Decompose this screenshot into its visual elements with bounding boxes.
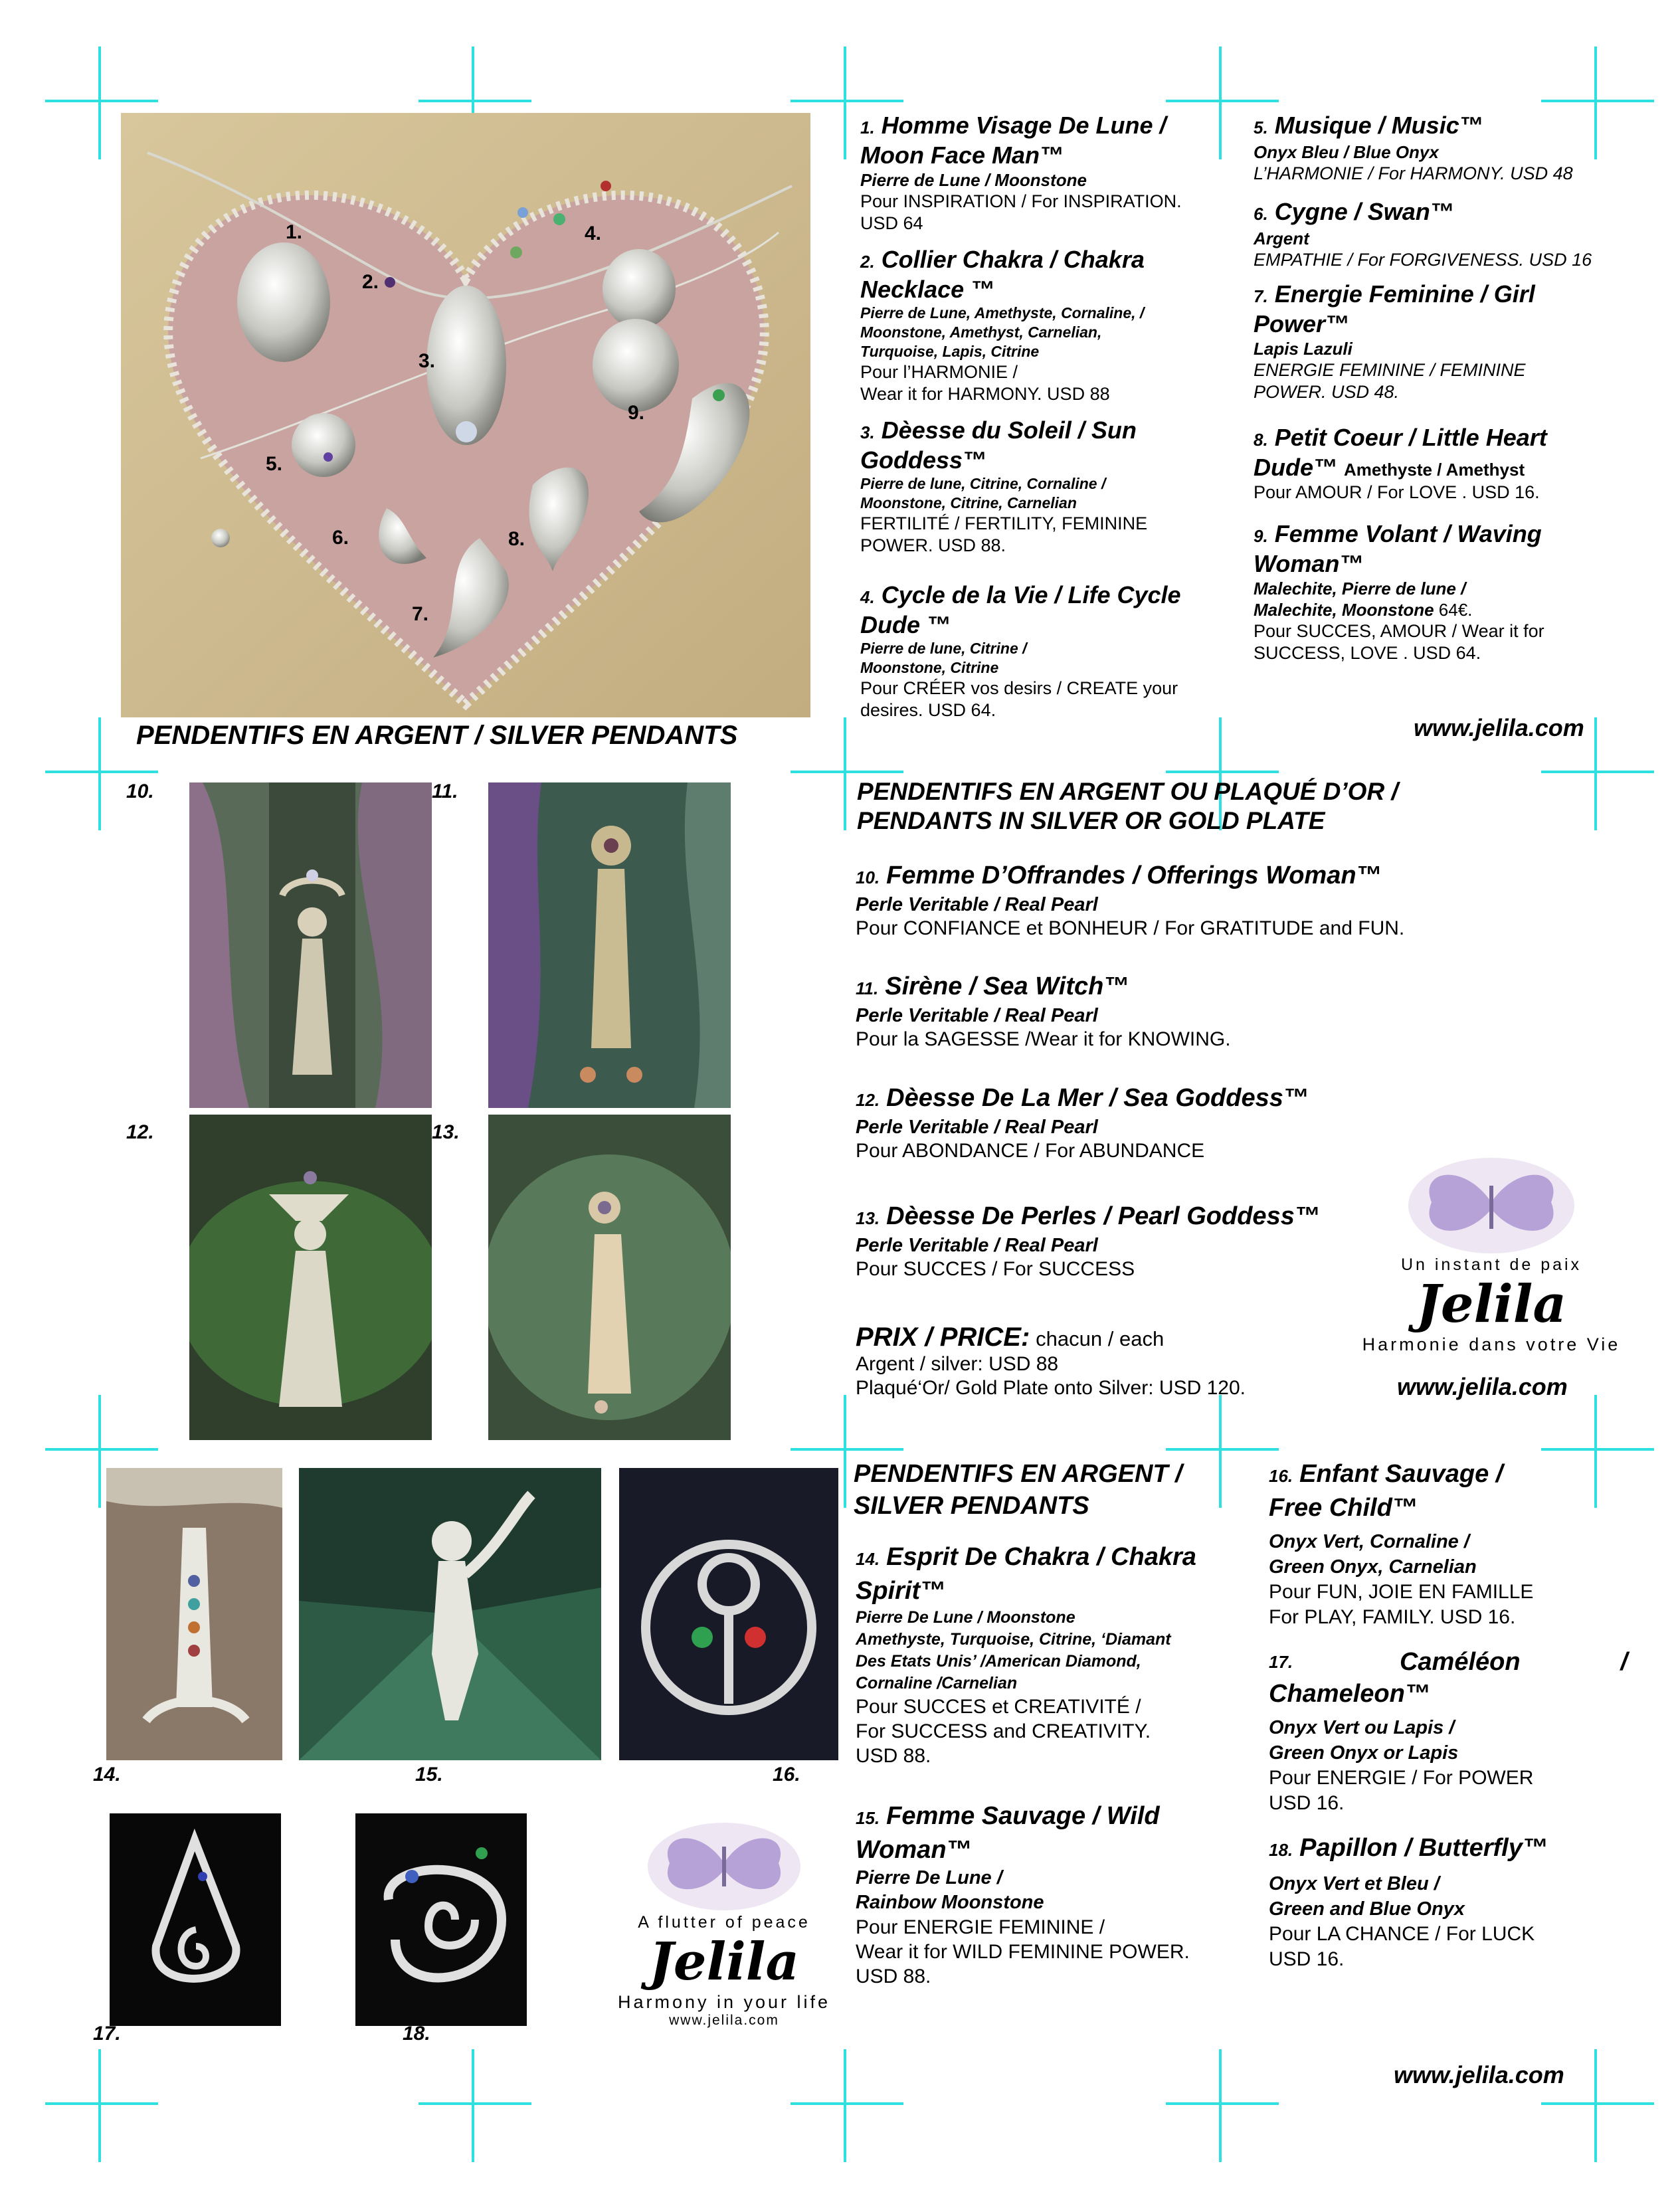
item-desc: Pour AMOUR / For LOVE . USD 16. [1254, 482, 1540, 502]
photo-number: 9. [628, 402, 645, 424]
item-stones: Malechite, Moonstone 64€. [1254, 600, 1473, 620]
item-desc: Pour la SAGESSE /Wear it for KNOWING. [856, 1028, 1231, 1050]
item-title: 4. Cycle de la Vie / Life Cycle [860, 581, 1181, 608]
item-4 [860, 581, 1232, 721]
item-stones: Turquoise, Lapis, Citrine [860, 343, 1040, 360]
item-title-cont: Dude™ Amethyste / Amethyst [1254, 454, 1525, 481]
item-desc: USD 16. [1269, 1792, 1345, 1814]
photo-number: 5. [266, 453, 283, 475]
mid-heading-line: PENDENTIFS EN ARGENT OU PLAQUÉ D’OR / [857, 778, 1398, 805]
item-title: 5. Musique / Music™ [1254, 112, 1483, 139]
photo-number: 4. [585, 223, 602, 244]
photo-number: 17. [93, 2023, 121, 2045]
item-stones: Perle Veritable / Real Pearl [856, 1005, 1098, 1026]
item-desc: Wear it for HARMONY. USD 88 [860, 384, 1110, 404]
item-stones: Green Onyx or Lapis [1269, 1742, 1459, 1764]
item-desc: EMPATHIE / For FORGIVENESS. USD 16 [1254, 250, 1592, 270]
mid-heading-line: PENDANTS IN SILVER OR GOLD PLATE [857, 807, 1325, 834]
butterfly-logo-icon [644, 1820, 804, 1913]
item-desc: Pour ENERGIE FEMININE / [856, 1916, 1105, 1938]
photo-number: 3. [419, 350, 436, 372]
item-stones: Pierre De Lune / Moonstone [856, 1608, 1075, 1627]
item-10 [856, 860, 1453, 941]
website-link[interactable]: www.jelila.com [1394, 2061, 1564, 2088]
item-stones: Moonstone, Citrine [860, 659, 999, 676]
item-desc: Pour INSPIRATION / For INSPIRATION. [860, 191, 1182, 211]
item-stones: Pierre de Lune, Amethyste, Cornaline, / [860, 304, 1145, 321]
item-title: 10. Femme D’Offrandes / Offerings Woman™ [856, 862, 1382, 889]
free-child-photo [619, 1468, 838, 1760]
item-2 [860, 246, 1232, 405]
photo-number: 12. [126, 1121, 154, 1143]
photo-number: 8. [508, 528, 525, 550]
offerings-woman-photo [189, 782, 432, 1108]
price-silver: Argent / silver: USD 88 [856, 1353, 1059, 1375]
item-desc: Pour FUN, JOIE EN FAMILLE [1269, 1581, 1534, 1603]
photo-number: 7. [412, 603, 429, 625]
sea-goddess-photo [189, 1115, 432, 1440]
item-stones: Onyx Vert et Bleu / [1269, 1873, 1440, 1894]
item-5 [1254, 112, 1626, 185]
logo-tagline: Un instant de paix [1400, 1255, 1582, 1274]
item-desc: USD 88. [856, 1745, 931, 1767]
item-16 [1269, 1458, 1628, 1630]
item-desc: USD 64 [860, 213, 923, 233]
item-title-cont: Necklace ™ [860, 276, 995, 303]
item-desc: Pour CONFIANCE et BONHEUR / For GRATITUDE and FUN. [856, 917, 1405, 939]
item-desc: SUCCESS, LOVE . USD 64. [1254, 643, 1481, 663]
item-6 [1254, 198, 1626, 271]
item-desc: Pour l’HARMONIE / [860, 362, 1018, 382]
item-title: 16. Enfant Sauvage / [1269, 1460, 1503, 1488]
item-stones: Des Etats Unis’ /American Diamond, [856, 1652, 1141, 1671]
heart-pendants-photo [121, 113, 810, 717]
item-17 [1269, 1646, 1628, 1816]
item-title: 18. Papillon / Butterfly™ [1269, 1834, 1548, 1862]
item-stones: Perle Veritable / Real Pearl [856, 1235, 1098, 1256]
item-title: 14. Esprit De Chakra / Chakra [856, 1543, 1196, 1571]
item-stones: Perle Veritable / Real Pearl [856, 1117, 1098, 1138]
photo-number: 6. [332, 527, 349, 549]
photo-number: 18. [403, 2023, 430, 2045]
item-stones: Rainbow Moonstone [856, 1892, 1044, 1913]
item-stones: Amethyste / Amethyst [1344, 460, 1525, 480]
item-title-cont: Moon Face Man™ [860, 141, 1064, 169]
item-desc: USD 16. [1269, 1948, 1345, 1970]
mid-heading [857, 777, 1398, 836]
item-9 [1254, 520, 1626, 664]
jelila-logo-fr [1352, 1156, 1631, 1355]
item-stones: Pierre de lune, Citrine / [860, 640, 1027, 657]
top-caption: PENDENTIFS EN ARGENT / SILVER PENDANTS [136, 721, 738, 750]
item-desc: desires. USD 64. [860, 700, 996, 720]
item-title: 9. Femme Volant / Waving [1254, 520, 1542, 547]
butterfly-logo-icon [1405, 1156, 1578, 1255]
item-stones: Perle Veritable / Real Pearl [856, 894, 1098, 915]
item-title: 15. Femme Sauvage / Wild [856, 1802, 1160, 1830]
item-7 [1254, 280, 1626, 403]
item-1 [860, 112, 1232, 234]
item-title: 1. Homme Visage De Lune / [860, 112, 1167, 139]
item-title-cont: Spirit™ [856, 1577, 946, 1605]
item-desc: POWER. USD 48. [1254, 382, 1400, 402]
logo-subline: Harmonie dans votre Vie [1362, 1334, 1621, 1354]
item-desc: POWER. USD 88. [860, 535, 1006, 555]
item-title-cont: Chameleon™ [1269, 1680, 1430, 1708]
item-14 [856, 1541, 1261, 1768]
item-title: 12. Dèesse De La Mer / Sea Goddess™ [856, 1084, 1309, 1112]
jelila-logo-en [591, 1820, 857, 2029]
butterfly-pendant-photo [355, 1813, 527, 2026]
item-desc: Pour CRÉER vos desirs / CREATE your [860, 678, 1178, 698]
item-desc: FERTILITÉ / FERTILITY, FEMININE [860, 513, 1148, 533]
logo-brand: Jelila [649, 1932, 799, 1992]
item-stones: Pierre De Lune / [856, 1867, 1002, 1888]
item-15 [856, 1800, 1261, 1989]
item-stones: Green and Blue Onyx [1269, 1898, 1465, 1920]
photo-number: 14. [93, 1764, 121, 1785]
photo-number: 11. [432, 780, 458, 802]
chakra-spirit-photo [106, 1468, 282, 1760]
item-stones: Onyx Vert ou Lapis / [1269, 1717, 1455, 1738]
bottom-heading-line: SILVER PENDANTS [854, 1492, 1089, 1520]
bottom-heading [854, 1458, 1182, 1522]
item-18 [1269, 1832, 1628, 1972]
item-stones: Argent [1254, 228, 1309, 248]
sea-witch-photo [488, 782, 731, 1108]
item-desc: Pour ABONDANCE / For ABUNDANCE [856, 1140, 1205, 1162]
item-title-cont: Free Child™ [1269, 1494, 1418, 1522]
item-title-cont: Goddess™ [860, 446, 987, 474]
item-stones: Moonstone, Citrine, Carnelian [860, 494, 1077, 511]
item-stones: Onyx Vert, Cornaline / [1269, 1531, 1469, 1552]
item-desc: L’HARMONIE / For HARMONY. USD 48 [1254, 163, 1573, 183]
item-12 [856, 1083, 1453, 1163]
item-title-cont: Dude ™ [860, 611, 951, 638]
item-title: 6. Cygne / Swan™ [1254, 198, 1454, 225]
item-11 [856, 971, 1453, 1051]
item-title: 8. Petit Coeur / Little Heart [1254, 424, 1547, 451]
photo-number: 15. [415, 1764, 443, 1785]
price-heading: PRIX / PRICE: chacun / each [856, 1323, 1165, 1352]
item-3 [860, 416, 1232, 557]
item-desc: Pour ENERGIE / For POWER [1269, 1767, 1534, 1789]
item-stones: Amethyste, Turquoise, Citrine, ‘Diamant [856, 1630, 1171, 1649]
item-stones: Green Onyx, Carnelian [1269, 1556, 1477, 1578]
photo-number: 2. [362, 271, 379, 293]
logo-url[interactable]: www.jelila.com [669, 2013, 779, 2028]
logo-subline: Harmony in your life [617, 1992, 831, 2012]
photo-number: 1. [286, 221, 303, 243]
item-desc: Pour LA CHANCE / For LUCK [1269, 1923, 1535, 1945]
item-stones: Malechite, Pierre de lune / [1254, 579, 1466, 598]
item-desc: Pour SUCCES, AMOUR / Wear it for [1254, 621, 1544, 641]
item-title-cont: Power™ [1254, 310, 1350, 337]
item-stones: Onyx Bleu / Blue Onyx [1254, 142, 1439, 162]
logo-brand: Jelila [1416, 1274, 1566, 1334]
item-desc: ENERGIE FEMININE / FEMININE [1254, 360, 1526, 380]
item-desc: For SUCCESS and CREATIVITY. [856, 1720, 1151, 1742]
item-title-cont: Woman™ [856, 1836, 972, 1864]
item-title: 17. Caméléon / [1269, 1648, 1628, 1676]
item-desc: Wear it for WILD FEMININE POWER. [856, 1941, 1190, 1963]
price-gold: Plaqué‘Or/ Gold Plate onto Silver: USD 120. [856, 1377, 1246, 1399]
item-title: 11. Sirène / Sea Witch™ [856, 972, 1129, 1000]
wild-woman-photo [299, 1468, 601, 1760]
item-desc: USD 88. [856, 1965, 931, 1987]
item-title: 7. Energie Feminine / Girl [1254, 280, 1535, 308]
logo-tagline: A flutter of peace [638, 1913, 810, 1932]
bottom-heading-line: PENDENTIFS EN ARGENT / [854, 1460, 1182, 1488]
item-title: 13. Dèesse De Perles / Pearl Goddess™ [856, 1202, 1320, 1230]
website-link[interactable]: www.jelila.com [1397, 1373, 1568, 1400]
pearl-goddess-photo [488, 1115, 731, 1440]
item-stones: Lapis Lazuli [1254, 339, 1353, 359]
item-desc: Pour SUCCES / For SUCCESS [856, 1258, 1135, 1280]
website-link[interactable]: www.jelila.com [1414, 714, 1584, 741]
item-stones: Pierre de Lune / Moonstone [860, 170, 1087, 190]
chameleon-photo [110, 1813, 281, 2026]
item-stones: Moonstone, Amethyst, Carnelian, [860, 323, 1102, 341]
item-desc: For PLAY, FAMILY. USD 16. [1269, 1606, 1516, 1628]
photo-number: 16. [773, 1764, 800, 1785]
item-title: 3. Dèesse du Soleil / Sun [860, 416, 1137, 444]
photo-number: 13. [432, 1121, 460, 1143]
item-desc: Pour SUCCES et CREATIVITÉ / [856, 1696, 1141, 1718]
item-title: 2. Collier Chakra / Chakra [860, 246, 1145, 273]
item-8 [1254, 424, 1626, 503]
item-title-cont: Woman™ [1254, 550, 1364, 577]
item-stones: Cornaline /Carnelian [856, 1674, 1018, 1692]
item-stones: Pierre de lune, Citrine, Cornaline / [860, 475, 1106, 492]
photo-number: 10. [126, 780, 154, 802]
